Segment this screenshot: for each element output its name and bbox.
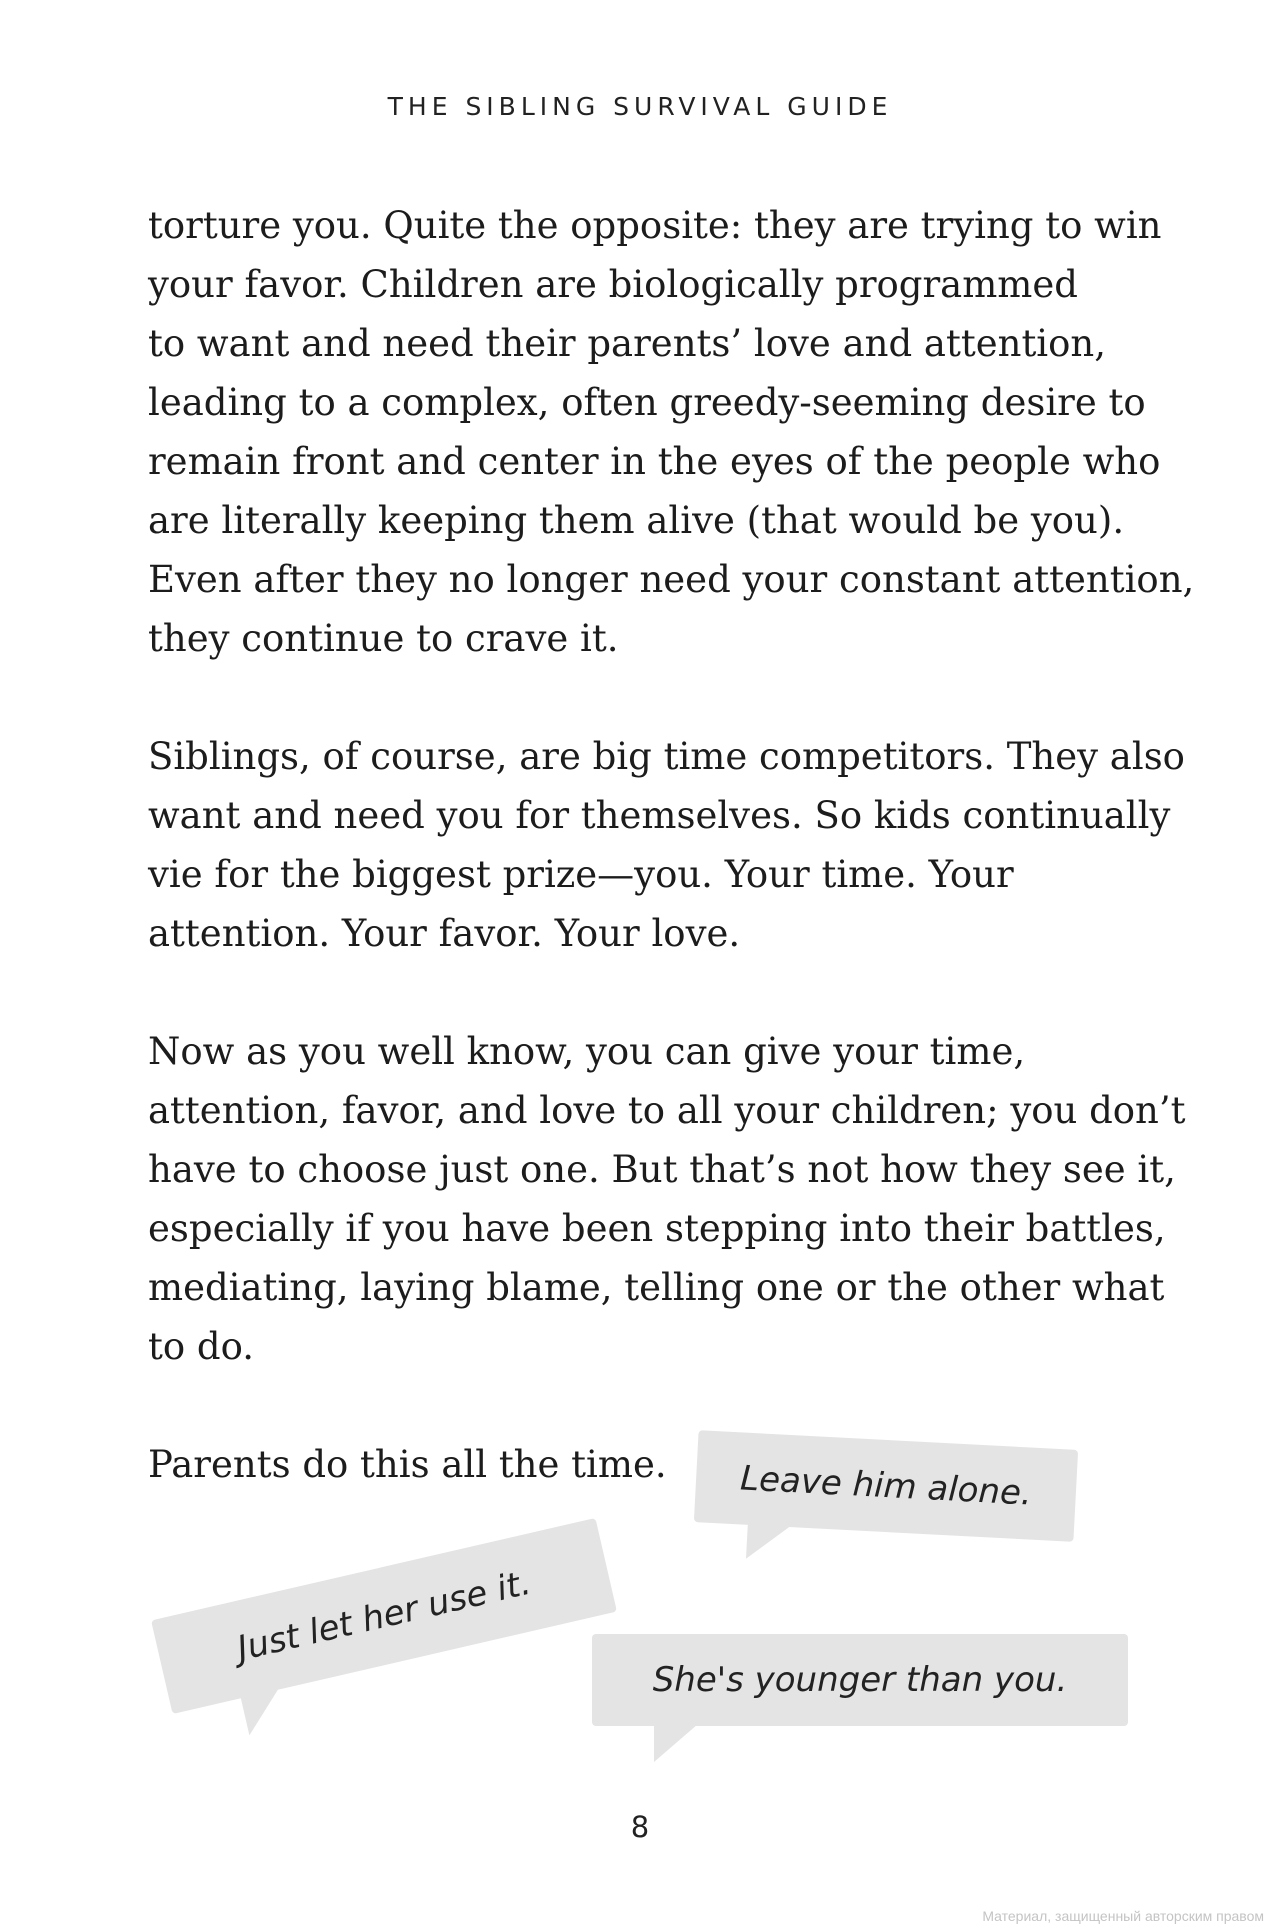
running-head: THE SIBLING SURVIVAL GUIDE <box>387 92 893 121</box>
page-number: 8 <box>630 1810 650 1844</box>
text-line: to do. <box>148 1325 254 1368</box>
text-line: attention, favor, and love to all your children; you don’t <box>148 1089 1186 1132</box>
text-line: to want and need their parents’ love and attention, <box>148 322 1107 365</box>
text-line: Parents do this all the time. <box>148 1443 667 1486</box>
text-line: mediating, laying blame, telling one or the other what <box>148 1266 1165 1309</box>
paragraph-1 <box>148 196 1195 668</box>
text-line: Even after they no longer need your constant attention, <box>148 558 1195 601</box>
text-line: leading to a complex, often greedy-seeming desire to <box>148 381 1146 424</box>
speech-bubble-text: She's younger than you. <box>652 1660 1068 1700</box>
speech-bubble-text: Leave him alone. <box>739 1458 1033 1514</box>
text-line: they continue to crave it. <box>148 617 619 660</box>
text-line: vie for the biggest prize—you. Your time. Your <box>148 853 1014 896</box>
text-line: torture you. Quite the opposite: they are trying to win <box>148 204 1162 247</box>
text-line: have to choose just one. But that’s not how they see it, <box>148 1148 1176 1191</box>
paragraph-3 <box>148 1022 1186 1376</box>
speech-bubble-shes-younger <box>592 1634 1128 1726</box>
speech-bubble-text: Just let her use it. <box>233 1562 535 1670</box>
text-line: Siblings, of course, are big time competitors. They also <box>148 735 1185 778</box>
text-line: especially if you have been stepping into their battles, <box>148 1207 1166 1250</box>
paragraph-2 <box>148 727 1185 963</box>
copyright-watermark: Материал, защищенный авторским правом <box>982 1908 1264 1924</box>
text-line: attention. Your favor. Your love. <box>148 912 741 955</box>
speech-bubble-leave-him-alone <box>694 1430 1078 1542</box>
text-line: are literally keeping them alive (that would be you). <box>148 499 1125 542</box>
text-line: remain front and center in the eyes of the people who <box>148 440 1161 483</box>
text-line: Now as you well know, you can give your time, <box>148 1030 1026 1073</box>
body-text <box>148 196 1195 1553</box>
text-line: your favor. Children are biologically programmed <box>148 263 1078 306</box>
text-line: want and need you for themselves. So kids continually <box>148 794 1171 837</box>
